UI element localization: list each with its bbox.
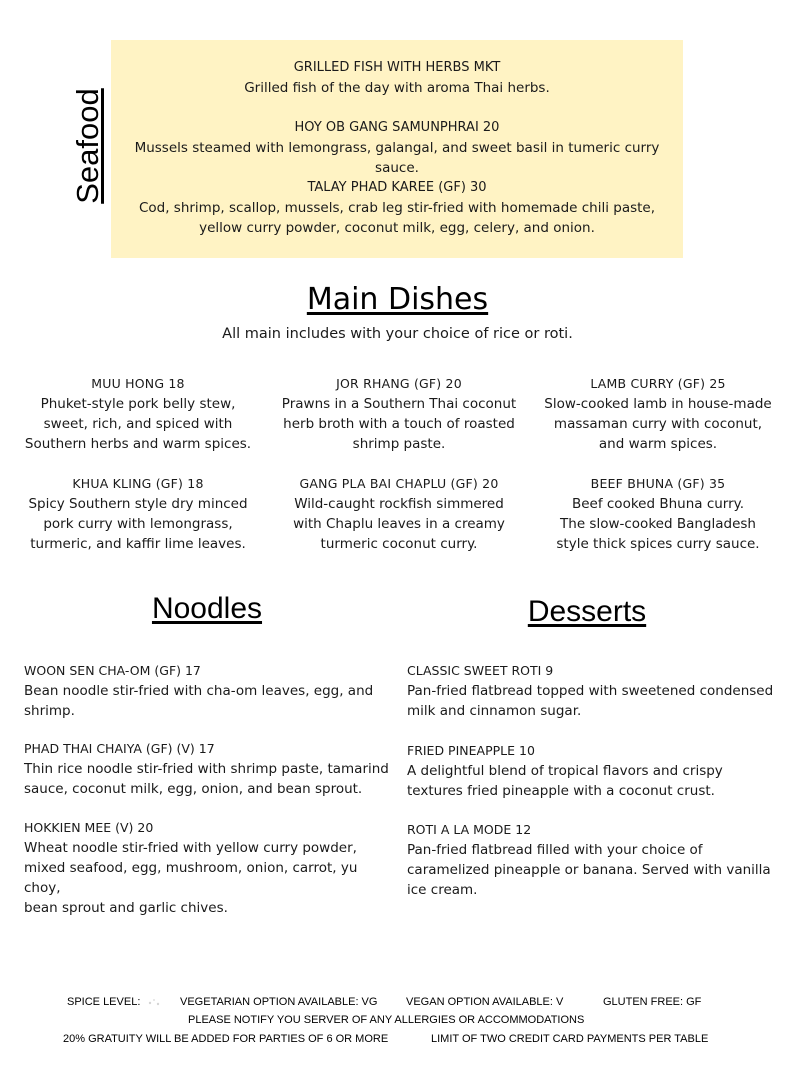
- menu-item: [13, 374, 263, 454]
- menu-item-desc: shrimp paste.: [352, 436, 446, 452]
- main-dishes-title: Main Dishes: [306, 282, 489, 317]
- menu-item-desc: Prawns in a Southern Thai coconut: [281, 396, 517, 412]
- gluten-free-note: GLUTEN FREE: GF: [603, 996, 702, 1008]
- menu-item-name: JOR RHANG (GF) 20: [336, 376, 462, 391]
- seafood-section: [111, 40, 683, 258]
- menu-item-desc: Wild-caught rockfish simmered: [294, 496, 504, 512]
- menu-item: [407, 820, 777, 900]
- menu-item-name: CLASSIC SWEET ROTI 9: [407, 663, 554, 678]
- menu-item-desc: turmeric coconut curry.: [320, 536, 478, 552]
- menu-item: [111, 178, 683, 238]
- menu-item-name: FRIED PINEAPPLE 10: [407, 743, 535, 758]
- menu-item-desc: with Chaplu leaves in a creamy: [293, 516, 505, 532]
- menu-item-desc: shrimp.: [24, 703, 75, 719]
- menu-item-desc: Cod, shrimp, scallop, mussels, crab leg stir-fried with homemade chili paste,: [138, 200, 656, 216]
- menu-item-name: ROTI A LA MODE 12: [407, 822, 532, 837]
- menu-item: [407, 741, 777, 801]
- menu-item-name: BEEF BHUNA (GF) 35: [590, 476, 726, 491]
- menu-item: [13, 474, 263, 554]
- menu-item: [24, 739, 396, 799]
- menu-item-desc: Slow-cooked lamb in house-made: [544, 396, 772, 412]
- menu-item: [533, 474, 783, 554]
- menu-item-name: HOKKIEN MEE (V) 20: [24, 820, 154, 835]
- menu-item-desc: Bean noodle stir-fried with cha-om leaves, egg, and: [24, 683, 374, 699]
- menu-item: [274, 374, 524, 454]
- menu-item-name: MUU HONG 18: [91, 376, 185, 391]
- menu-item-desc: Mussels steamed with lemongrass, galangal, and sweet basil in tumeric curry sauce.: [134, 140, 660, 176]
- menu-item-desc: bean sprout and garlic chives.: [24, 900, 228, 916]
- menu-item-desc: pork curry with lemongrass,: [43, 516, 233, 532]
- menu-item-desc: massaman curry with coconut,: [553, 416, 763, 432]
- menu-item-desc: Pan-fried flatbread topped with sweetened condensed: [407, 683, 774, 699]
- spice-level-legend: [67, 996, 162, 1008]
- vegetarian-note: VEGETARIAN OPTION AVAILABLE: VG: [180, 996, 378, 1008]
- seafood-title-text: Seafood: [70, 88, 105, 204]
- menu-item-name: LAMB CURRY (GF) 25: [590, 376, 726, 391]
- menu-item-name: GRILLED FISH WITH HERBS MKT: [293, 60, 501, 75]
- menu-item-name: WOON SEN CHA-OM (GF) 17: [24, 663, 201, 678]
- menu-item-desc: ice cream.: [407, 882, 478, 898]
- menu-item-desc: milk and cinnamon sugar.: [407, 703, 582, 719]
- menu-item-desc: mixed seafood, egg, mushroom, onion, carrot, yu choy,: [24, 860, 358, 896]
- menu-item: [407, 661, 777, 721]
- menu-item-desc: Southern herbs and warm spices.: [24, 436, 252, 452]
- menu-item-desc: sweet, rich, and spiced with: [43, 416, 233, 432]
- menu-item-desc: Pan-fried flatbread filled with your choice of: [407, 842, 703, 858]
- menu-item-desc: Wheat noodle stir-fried with yellow curry powder,: [24, 840, 357, 856]
- credit-card-note: LIMIT OF TWO CREDIT CARD PAYMENTS PER TABLE: [431, 1033, 709, 1045]
- menu-item-desc: Thin rice noodle stir-fried with shrimp paste, tamarind: [24, 761, 389, 777]
- menu-item-desc: A delightful blend of tropical flavors and crispy: [407, 763, 723, 779]
- menu-item-name: TALAY PHAD KAREE (GF) 30: [307, 180, 487, 195]
- chili-icon: [146, 997, 162, 1007]
- menu-item-desc: style thick spices curry sauce.: [556, 536, 760, 552]
- menu-item-desc: and warm spices.: [598, 436, 718, 452]
- menu-item-desc: Phuket-style pork belly stew,: [40, 396, 236, 412]
- menu-item: [274, 474, 524, 554]
- menu-item-desc: The slow-cooked Bangladesh: [560, 516, 756, 532]
- menu-item-desc: herb broth with a touch of roasted: [283, 416, 515, 432]
- vegan-note: VEGAN OPTION AVAILABLE: V: [406, 996, 564, 1008]
- allergies-note: PLEASE NOTIFY YOU SERVER OF ANY ALLERGIES OR ACCOMMODATIONS: [188, 1014, 585, 1026]
- menu-item-desc: caramelized pineapple or banana. Served with vanilla: [407, 862, 771, 878]
- noodles-title: Noodles: [151, 592, 263, 625]
- spice-level-label: SPICE LEVEL:: [67, 996, 141, 1008]
- menu-item: [24, 818, 396, 918]
- menu-item-name: HOY OB GANG SAMUNPHRAI 20: [294, 120, 500, 135]
- menu-item: [111, 118, 683, 178]
- menu-item-desc: turmeric, and kaffir lime leaves.: [30, 536, 246, 552]
- menu-item-name: PHAD THAI CHAIYA (GF) (V) 17: [24, 741, 215, 756]
- menu-item: [111, 58, 683, 98]
- menu-item-desc: yellow curry powder, coconut milk, egg, celery, and onion.: [199, 220, 595, 236]
- main-dishes-subtitle: All main includes with your choice of rice or roti.: [222, 326, 573, 342]
- menu-item: [533, 374, 783, 454]
- seafood-section-title: [62, 86, 114, 206]
- menu-item-desc: Grilled fish of the day with aroma Thai herbs.: [244, 80, 550, 96]
- menu-item-desc: Beef cooked Bhuna curry.: [571, 496, 745, 512]
- menu-item: [24, 661, 396, 721]
- gratuity-note: 20% GRATUITY WILL BE ADDED FOR PARTIES OF 6 OR MORE: [63, 1033, 389, 1045]
- menu-item-desc: textures fried pineapple with a coconut crust.: [407, 783, 715, 799]
- desserts-title: Desserts: [527, 595, 647, 628]
- menu-item-desc: sauce, coconut milk, egg, onion, and bean sprout.: [24, 781, 363, 797]
- menu-item-desc: Spicy Southern style dry minced: [28, 496, 248, 512]
- menu-item-name: GANG PLA BAI CHAPLU (GF) 20: [299, 476, 499, 491]
- menu-item-name: KHUA KLING (GF) 18: [72, 476, 204, 491]
